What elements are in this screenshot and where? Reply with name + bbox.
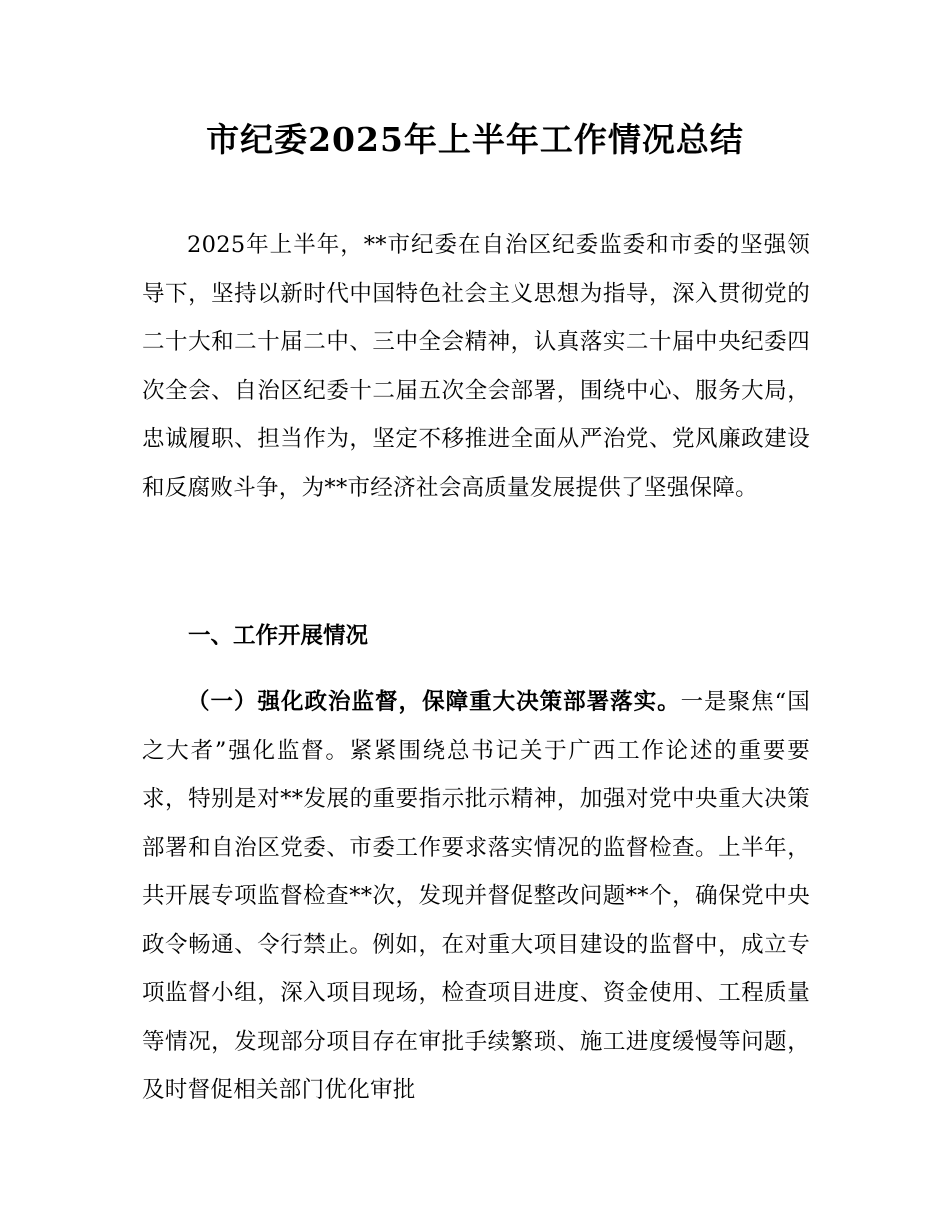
subsection-lead: （一）强化政治监督，保障重大决策部署落实。 xyxy=(187,689,681,715)
subsection-body: 一是聚焦“国之大者”强化监督。紧紧围绕总书记关于广西工作论述的重要要求，特别是对**发展的重要指示批示精神，加强对党中央重大决策部署和自治区党委、市委工作要求落实情况的监督检查。上半年，共开展专项监督检查**次，发现并督促整改问题**个，确保党中央政令畅通、令行禁止。例如，在对重大项目建设的监督中，成立专项监督小组，深入项目现场，检查项目进度、资金使用、工程质量等情况，发现部分项目存在审批手续繁琐、施工进度缓慢等问题，及时督促相关部门优化审批 xyxy=(142,689,810,1103)
section-heading: 一、工作开展情况 xyxy=(188,623,369,649)
document-title: 市纪委2025年上半年工作情况总结 xyxy=(206,120,744,159)
subsection-paragraph xyxy=(142,678,810,1115)
intro-paragraph: 2025年上半年，**市纪委在自治区纪委监委和市委的坚强领导下，坚持以新时代中国特色社会主义思想为指导，深入贯彻党的二十大和二十届二中、三中全会精神，认真落实二十届中央纪委四次全会、自治区纪委十二届五次全会部署，围绕中心、服务大局，忠诚履职、担当作为，坚定不移推进全面从严治党、党风廉政建设和反腐败斗争，为**市经济社会高质量发展提供了坚强保障。 xyxy=(142,232,810,501)
